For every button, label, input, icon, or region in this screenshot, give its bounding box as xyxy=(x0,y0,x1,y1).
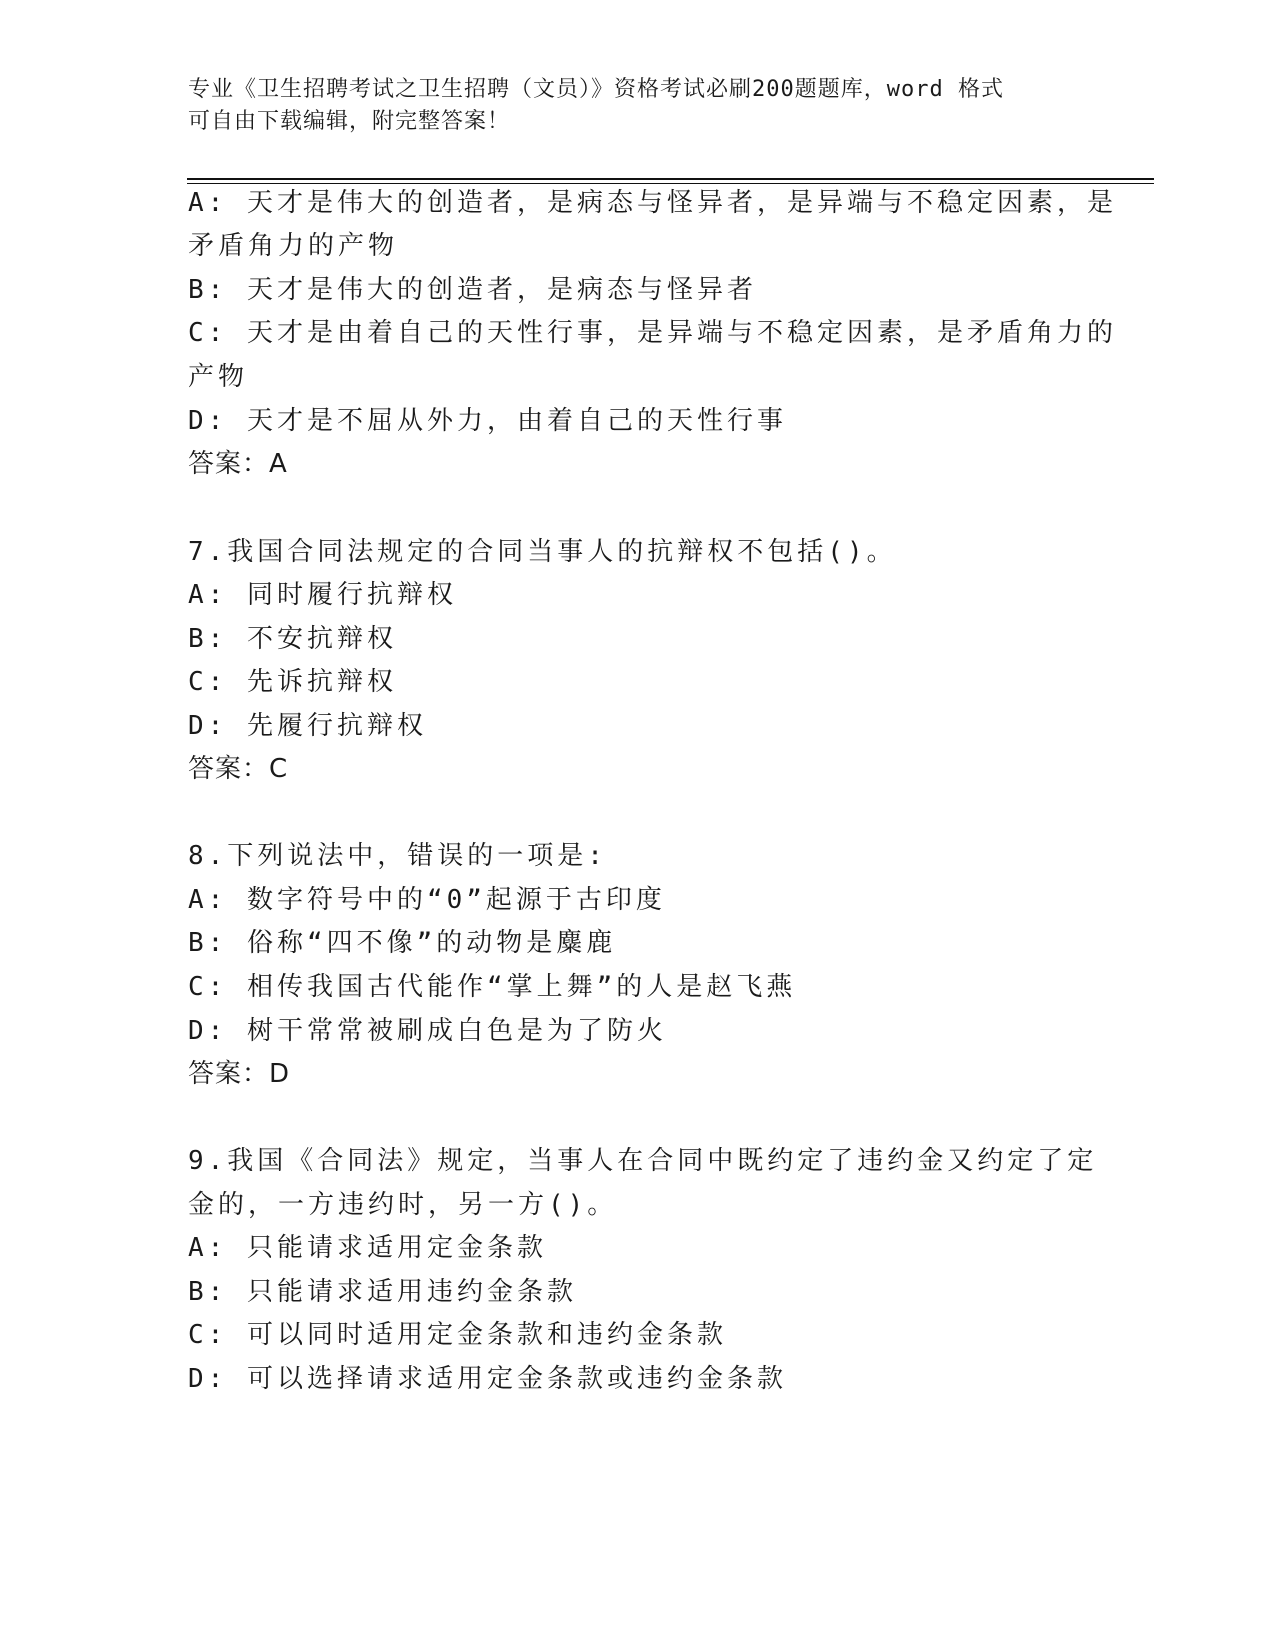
q6-option-c-line-1: C: 天才是由着自己的天性行事，是异端与不稳定因素，是矛盾角力的 xyxy=(188,318,1117,348)
q9-stem-line-1: 9.我国《合同法》规定，当事人在合同中既约定了违约金又约定了定 xyxy=(188,1146,1098,1176)
q7-option-a: A: 同时履行抗辩权 xyxy=(188,580,457,610)
q9-option-d: D: 可以选择请求适用定金条款或违约金条款 xyxy=(188,1364,787,1394)
q7-stem: 7.我国合同法规定的合同当事人的抗辩权不包括()。 xyxy=(188,537,897,567)
q7-answer: 答案：C xyxy=(188,754,289,784)
q6-option-c-line-2: 产物 xyxy=(188,362,249,392)
header-rule-thick xyxy=(187,178,1154,180)
document-header xyxy=(188,74,1068,138)
q8-option-b: B: 俗称“四不像”的动物是麋鹿 xyxy=(188,928,617,958)
q8-option-d: D: 树干常常被刷成白色是为了防火 xyxy=(188,1016,667,1046)
q9-stem-line-2: 金的，一方违约时，另一方()。 xyxy=(188,1190,618,1220)
q8-answer: 答案：D xyxy=(188,1059,291,1089)
q6-option-b: B: 天才是伟大的创造者，是病态与怪异者 xyxy=(188,275,757,305)
q6-option-a-line-1: A: 天才是伟大的创造者，是病态与怪异者，是异端与不稳定因素，是 xyxy=(188,188,1117,218)
q9-option-a: A: 只能请求适用定金条款 xyxy=(188,1233,547,1263)
q7-option-c: C: 先诉抗辩权 xyxy=(188,667,397,697)
q9-option-c: C: 可以同时适用定金条款和违约金条款 xyxy=(188,1320,727,1350)
q7-option-b: B: 不安抗辩权 xyxy=(188,624,397,654)
q6-option-d: D: 天才是不屈从外力，由着自己的天性行事 xyxy=(188,406,787,436)
q9-option-b: B: 只能请求适用违约金条款 xyxy=(188,1277,577,1307)
q8-stem: 8.下列说法中，错误的一项是: xyxy=(188,841,607,871)
header-rule-thin xyxy=(187,183,1154,184)
header-line-1: 专业《卫生招聘考试之卫生招聘（文员）》资格考试必刷200题题库，word 格式 xyxy=(188,77,1004,102)
q7-option-d: D: 先履行抗辩权 xyxy=(188,711,427,741)
q8-option-c: C: 相传我国古代能作“掌上舞”的人是赵飞燕 xyxy=(188,972,797,1002)
q8-option-a: A: 数字符号中的“0”起源于古印度 xyxy=(188,885,666,915)
header-line-2: 可自由下载编辑，附完整答案！ xyxy=(188,109,511,134)
q6-option-a-line-2: 矛盾角力的产物 xyxy=(188,231,399,261)
q6-answer: 答案：A xyxy=(188,449,288,479)
